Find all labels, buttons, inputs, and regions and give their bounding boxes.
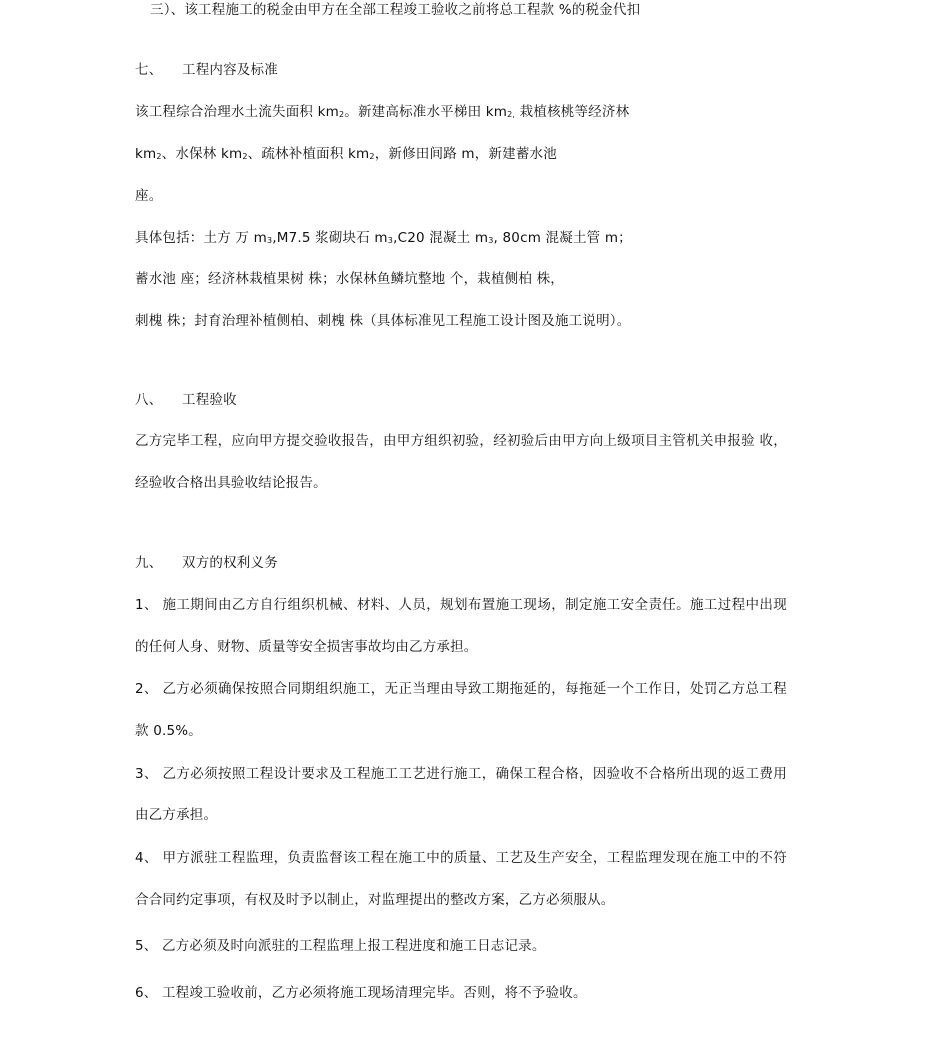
subscript: 3 xyxy=(488,236,494,245)
section-7-line-5: 蓄水池 座；经济林栽植果树 株；水保林鱼鳞坑整地 个，栽植侧柏 株， xyxy=(135,271,564,287)
section-8-line-2: 经验收合格出具验收结论报告。 xyxy=(135,475,327,491)
tax-clause: 三）、该工程施工的税金由甲方在全部工程竣工验收之前将总工程款 %的税金代扣 xyxy=(150,2,641,18)
section-7-number: 七、 xyxy=(135,62,163,78)
list-item-1-line-1: 1、 施工期间由乙方自行组织机械、材料、人员，规划布置施工现场，制定施工安全责任。施工过程中出现 xyxy=(135,597,787,613)
list-item-2-line-1: 2、 乙方必须确保按照合同期组织施工，无正当理由导致工期拖延的，每拖延一个工作日，处罚乙方总工程 xyxy=(135,681,787,697)
section-8-heading xyxy=(135,391,237,409)
list-item-4-line-2: 合合同约定事项，有权及时予以制止，对监理提出的整改方案，乙方必须服从。 xyxy=(135,892,615,908)
section-7-title: 工程内容及标准 xyxy=(182,62,278,78)
subscript: 2 xyxy=(242,152,248,161)
subscript: 2 xyxy=(156,152,162,161)
text-run: ，新修田间路 m，新建蓄水池 xyxy=(374,146,557,162)
section-8-title: 工程验收 xyxy=(182,392,237,408)
text-run: 栽植核桃等经济林 xyxy=(515,104,630,120)
text-run: 。新建高标准水平梯田 km xyxy=(344,104,508,120)
text-run: ,M7.5 浆砌块石 m xyxy=(272,230,388,246)
section-7-line-2 xyxy=(135,145,557,163)
text-run: 具体包括：土方 万 m xyxy=(135,230,267,246)
subscript: 3 xyxy=(387,236,394,245)
section-7-line-1 xyxy=(135,103,629,121)
section-7-heading xyxy=(135,61,278,79)
list-item-2-line-2: 款 0.5%。 xyxy=(135,723,202,739)
section-7-line-3: 座。 xyxy=(135,188,163,204)
text-run: 、水保林 km xyxy=(161,146,243,162)
subscript: 3 xyxy=(266,236,273,245)
section-9-number: 九、 xyxy=(135,555,163,571)
text-run: km xyxy=(135,146,157,162)
subscript: 2, xyxy=(507,110,516,119)
section-7-line-6: 刺槐 株；封育治理补植侧柏、刺槐 株（具体标准见工程施工设计图及施工说明）。 xyxy=(135,313,631,329)
list-item-3-line-1: 3、 乙方必须按照工程设计要求及工程施工工艺进行施工，确保工程合格，因验收不合格所出现的返工费用 xyxy=(135,766,787,782)
list-item-3-line-2: 由乙方承担。 xyxy=(135,807,218,823)
section-8-number: 八、 xyxy=(135,392,163,408)
section-9-title: 双方的权利义务 xyxy=(182,555,278,571)
text-run: 该工程综合治理水土流失面积 km xyxy=(135,104,339,120)
section-7-line-4 xyxy=(135,229,632,247)
list-item-5-line-1: 5、 乙方必须及时向派驻的工程监理上报工程进度和施工日志记录。 xyxy=(135,938,546,954)
list-item-6-line-1: 6、 工程竣工验收前，乙方必须将施工现场清理完毕。否则，将不予验收。 xyxy=(135,985,587,1001)
list-item-4-line-1: 4、 甲方派驻工程监理，负责监督该工程在施工中的质量、工艺及生产安全，工程监理发现在施工中的不符 xyxy=(135,850,787,866)
subscript: 2 xyxy=(369,152,375,161)
list-item-1-line-2: 的任何人身、财物、质量等安全损害事故均由乙方承担。 xyxy=(135,639,478,655)
text-run: ,C20 混凝土 m xyxy=(393,230,489,246)
subscript: 2 xyxy=(338,110,345,119)
text-run: 、疏林补植面积 km xyxy=(247,146,370,162)
text-run: , 80cm 混凝土管 m； xyxy=(493,230,632,246)
section-8-line-1: 乙方完毕工程，应向甲方提交验收报告，由甲方组织初验，经初验后由甲方向上级项目主管机关申报验 收， xyxy=(135,433,787,449)
section-9-heading xyxy=(135,554,278,572)
